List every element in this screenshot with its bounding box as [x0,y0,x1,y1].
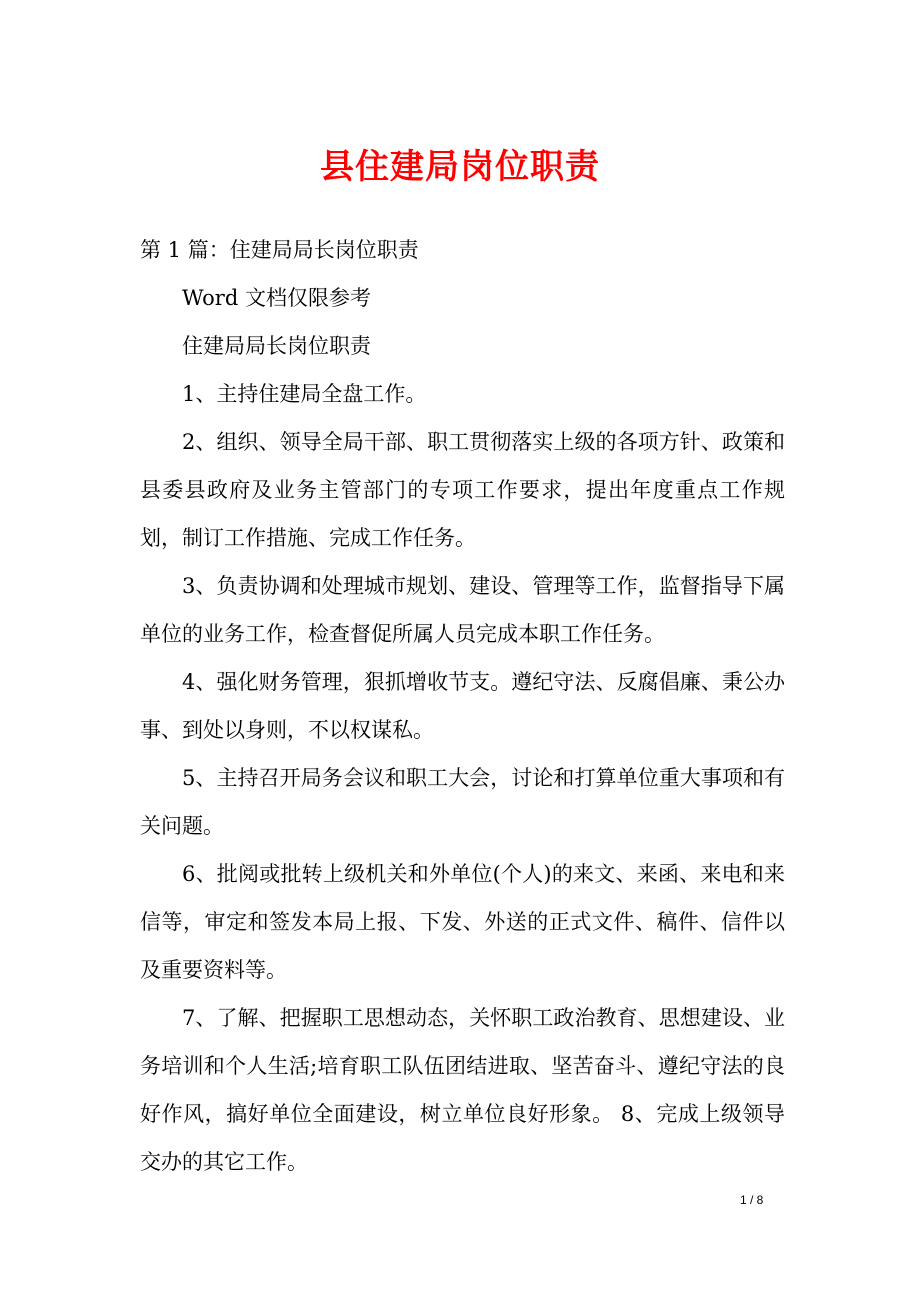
paragraph-1: 1、主持住建局全盘工作。 [182,382,427,406]
paragraph-4: 4、强化财务管理，狠抓增收节支。遵纪守法、反腐倡廉、秉公办事、到处以身则，不以权谋私。 [140,670,785,742]
reference-note: Word 文档仅限参考 [182,286,371,310]
page-number: 1 / 8 [740,1193,764,1207]
document-body [140,226,785,1186]
document-title: 县住建局岗位职责 [320,147,600,187]
section-heading: 第 1 篇：住建局局长岗位职责 [140,238,419,262]
paragraph-5: 5、主持召开局务会议和职工大会，讨论和打算单位重大事项和有关问题。 [140,766,785,838]
paragraph-7: 7、了解、把握职工思想动态，关怀职工政治教育、思想建设、业务培训和个人生活;培育职工队伍团结进取、坚苦奋斗、遵纪守法的良好作风，搞好单位全面建设，树立单位良好形象。 8、完成上级领导交办的其它工作。 [140,1006,785,1174]
paragraph-3: 3、负责协调和处理城市规划、建设、管理等工作，监督指导下属单位的业务工作，检查督促所属人员完成本职工作任务。 [140,574,785,646]
subtitle: 住建局局长岗位职责 [182,334,371,358]
paragraph-2: 2、组织、领导全局干部、职工贯彻落实上级的各项方针、政策和县委县政府及业务主管部门的专项工作要求，提出年度重点工作规划，制订工作措施、完成工作任务。 [140,430,785,550]
paragraph-6: 6、批阅或批转上级机关和外单位(个人)的来文、来函、来电和来信等，审定和签发本局上报、下发、外送的正式文件、稿件、信件以及重要资料等。 [140,862,785,982]
